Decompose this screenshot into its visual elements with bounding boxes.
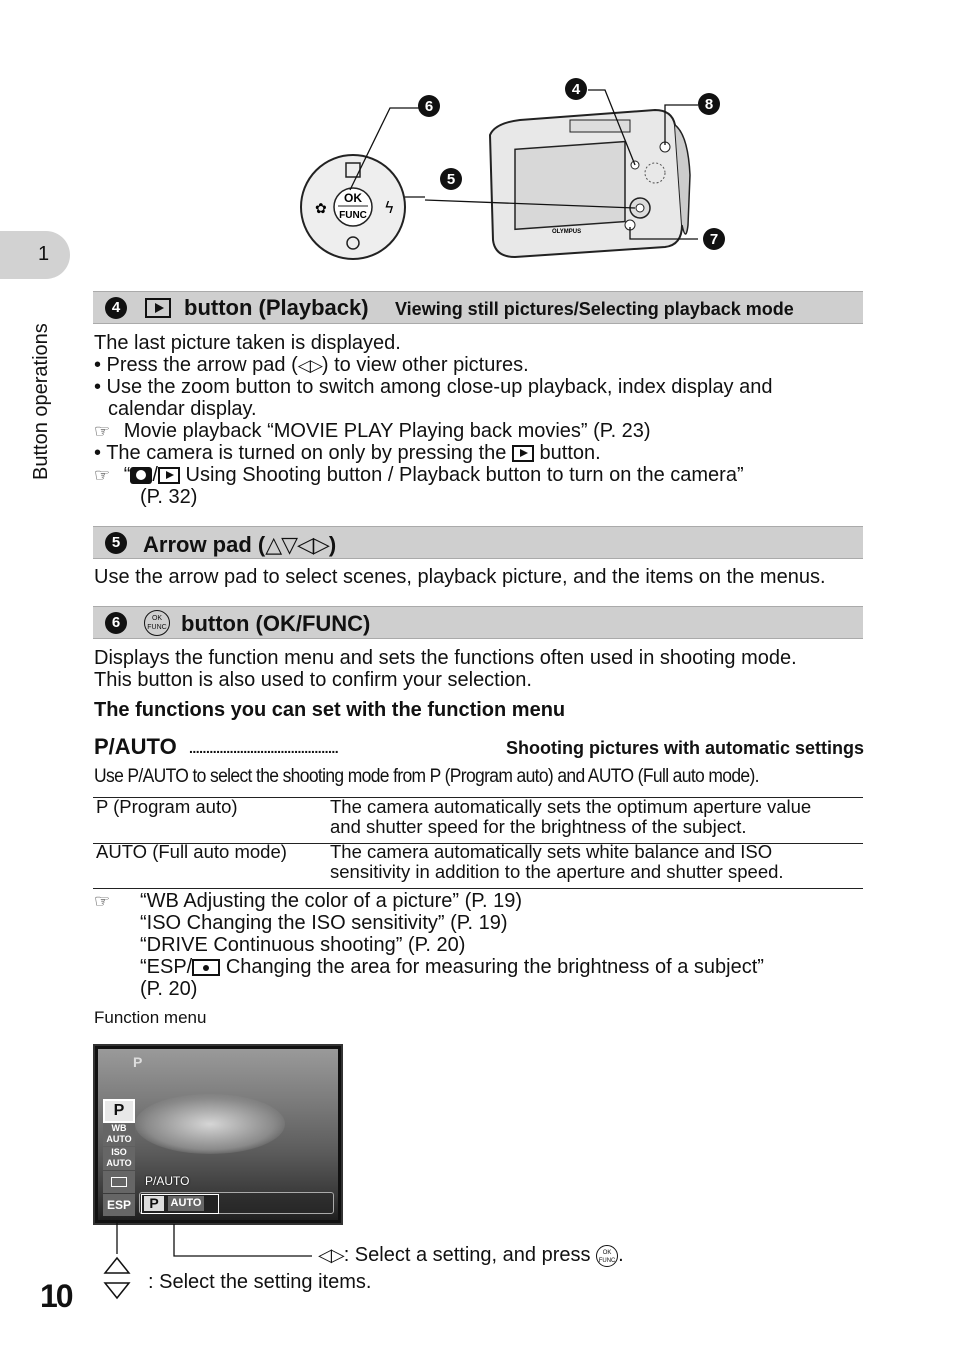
chapter-number: 1 bbox=[38, 243, 50, 265]
callout-6: 6 bbox=[424, 98, 434, 115]
camera-brand: OLYMPUS bbox=[552, 229, 582, 235]
drive-single-icon bbox=[111, 1177, 127, 1187]
ref-esp: “ESP/ Changing the area for measuring the brightness of a subject” bbox=[140, 956, 764, 978]
sec6-line1: Displays the function menu and sets the functions often used in shooting mode. bbox=[94, 647, 797, 669]
pauto-row bbox=[94, 734, 864, 760]
page-number: 10 bbox=[40, 1278, 72, 1314]
section-6-number: 6 bbox=[105, 612, 127, 634]
menu-item-wb[interactable]: WB AUTO bbox=[103, 1123, 135, 1146]
section-6-header bbox=[93, 606, 863, 639]
function-menu-screen bbox=[93, 1044, 343, 1225]
sec4-line1: The last picture taken is displayed. bbox=[94, 332, 401, 354]
reference-hand-icon: ☞ bbox=[94, 891, 111, 911]
ok-func-icon: OK FUNC bbox=[144, 610, 170, 636]
reference-hand-icon: ☞ bbox=[94, 465, 111, 485]
callout-5: 5 bbox=[446, 171, 456, 188]
section-6-title: button (OK/FUNC) bbox=[181, 611, 371, 636]
table-mode: AUTO (Full auto mode) bbox=[96, 841, 287, 862]
menu-item-drive[interactable] bbox=[103, 1171, 135, 1193]
spot-metering-icon bbox=[192, 959, 220, 976]
section-4-subtitle: Viewing still pictures/Selecting playback mode bbox=[395, 299, 794, 319]
playback-icon bbox=[145, 298, 171, 318]
camera-illustration bbox=[490, 110, 690, 257]
mode-indicator: P bbox=[133, 1054, 143, 1070]
table-desc: The camera automatically sets the optimum aperture value and shutter speed for the brightness of the subject. bbox=[330, 796, 812, 837]
ref-iso: “ISO Changing the ISO sensitivity” (P. 19) bbox=[140, 912, 508, 934]
ref-esp-page: (P. 20) bbox=[140, 978, 198, 1000]
section-4-header bbox=[93, 291, 863, 324]
ok-func-icon: OK FUNC bbox=[596, 1245, 618, 1267]
sec4-bullet1: • Press the arrow pad (◁▷) to view other pictures. bbox=[94, 354, 529, 376]
pauto-use-line: Use P/AUTO to select the shooting mode from P (Program auto) and AUTO (Full auto mode). bbox=[94, 766, 759, 787]
svg-text:ϟ: ϟ bbox=[384, 198, 395, 217]
callout-4: 4 bbox=[571, 81, 581, 98]
current-setting-label: P/AUTO bbox=[145, 1174, 190, 1188]
pauto-description: Shooting pictures with automatic settings bbox=[505, 738, 864, 758]
sec6-line2: This button is also used to confirm your selection. bbox=[94, 669, 532, 691]
sec6-refs bbox=[94, 890, 110, 912]
menu-item-p[interactable]: P bbox=[103, 1099, 135, 1123]
sec4-bullet2a: • Use the zoom button to switch among close-up playback, index display and bbox=[94, 376, 773, 398]
arrow-pad-icon: △▽◁▷ bbox=[265, 532, 329, 557]
table-rule bbox=[93, 888, 863, 889]
legend-leader-lines bbox=[100, 1220, 340, 1310]
dial-func-text: FUNC bbox=[339, 210, 367, 221]
legend-left-right: ◁▷: Select a setting, and press OK FUNC . bbox=[318, 1244, 624, 1266]
camera-icon bbox=[130, 467, 152, 484]
dial-ok-text: OK bbox=[344, 191, 362, 205]
pauto-label: P/AUTO bbox=[94, 734, 177, 759]
option-p: P bbox=[144, 1196, 164, 1211]
down-arrow-icon bbox=[105, 1283, 129, 1298]
sec4-ref1: ☞ Movie playback “MOVIE PLAY Playing back movies” (P. 23) bbox=[94, 420, 651, 442]
callout-7: 7 bbox=[709, 231, 719, 248]
section-5-header bbox=[93, 526, 863, 559]
up-arrow-icon bbox=[105, 1258, 129, 1273]
table-mode: P (Program auto) bbox=[96, 796, 238, 817]
menu-item-esp[interactable]: ESP bbox=[103, 1194, 135, 1216]
chapter-label: Button operations bbox=[30, 323, 52, 480]
left-right-arrow-icon: ◁▷ bbox=[297, 356, 322, 375]
chapter-tab bbox=[0, 231, 70, 279]
pauto-dots: ............................................ bbox=[189, 740, 339, 756]
function-menu-caption: Function menu bbox=[94, 1008, 207, 1027]
sec4-ref2: ☞ “ / Using Shooting button / Playback button to turn on the camera” bbox=[94, 464, 744, 486]
svg-text:✿: ✿ bbox=[315, 201, 327, 217]
camera-figure bbox=[290, 75, 750, 265]
cloud-shape bbox=[135, 1094, 285, 1154]
ref-drive: “DRIVE Continuous shooting” (P. 20) bbox=[140, 934, 466, 956]
sec4-bullet3: • The camera is turned on only by pressing the button. bbox=[94, 442, 601, 464]
section-4-number: 4 bbox=[105, 297, 127, 319]
option-selection[interactable] bbox=[141, 1194, 219, 1214]
dial-illustration bbox=[301, 155, 405, 259]
table-row bbox=[96, 797, 238, 817]
left-right-arrow-icon: ◁▷ bbox=[318, 1245, 344, 1265]
sec4-bullet2b: calendar display. bbox=[108, 398, 257, 420]
section-4-title: button (Playback) bbox=[184, 295, 369, 320]
menu-item-iso[interactable]: ISO AUTO bbox=[103, 1147, 135, 1170]
callout-8: 8 bbox=[704, 96, 714, 113]
legend-up-down: : Select the setting items. bbox=[148, 1271, 372, 1293]
sec5-text: Use the arrow pad to select scenes, playback picture, and the items on the menus. bbox=[94, 566, 826, 588]
playback-icon bbox=[512, 445, 534, 462]
table-row bbox=[96, 842, 287, 862]
option-auto: AUTO bbox=[168, 1196, 204, 1211]
section-5-number: 5 bbox=[105, 532, 127, 554]
ref-wb: “WB Adjusting the color of a picture” (P. 19) bbox=[140, 890, 523, 912]
playback-icon bbox=[158, 467, 180, 484]
section-5-title: Arrow pad (△▽◁▷) bbox=[143, 532, 337, 557]
reference-hand-icon: ☞ bbox=[94, 421, 111, 441]
sec4-ref2-page: (P. 32) bbox=[140, 486, 198, 508]
table-desc: The camera automatically sets white balance and ISO sensitivity in addition to the aperture and shutter speed. bbox=[330, 841, 784, 882]
function-menu-heading: The functions you can set with the function menu bbox=[94, 699, 566, 721]
